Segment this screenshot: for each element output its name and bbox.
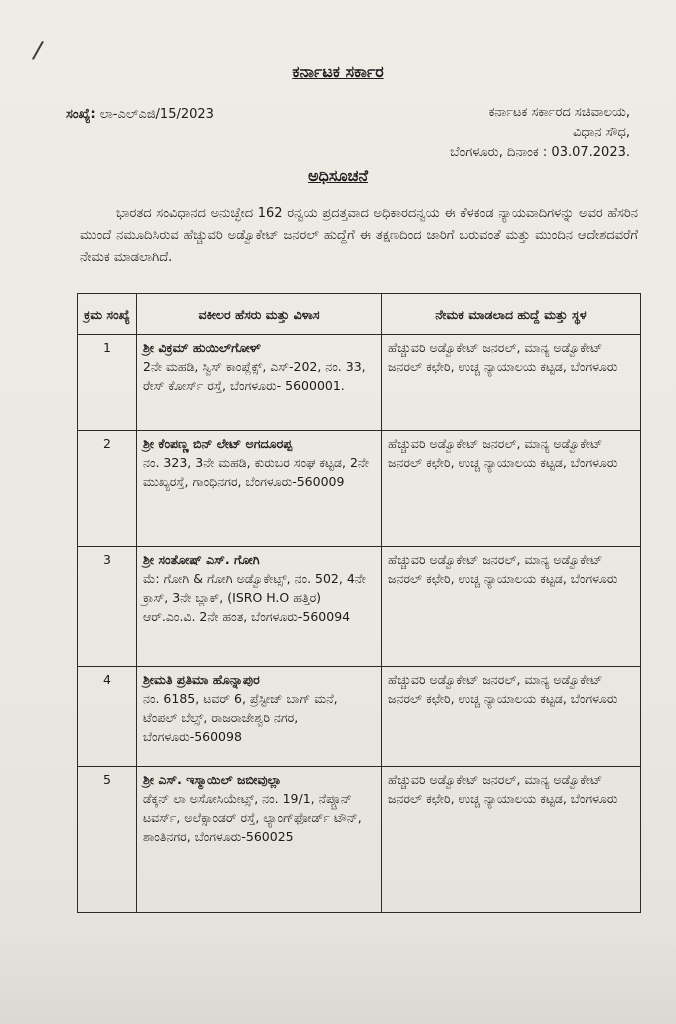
advocate-cell — [137, 431, 382, 547]
advocate-address: ನಂ. 323, 3ನೇ ಮಹಡಿ, ಕುರುಬರ ಸಂಘ ಕಟ್ಟಡ, 2ನೇ ಮುಖ್ಯರಸ್ತೆ, ಗಾಂಧಿನಗರ, ಬೆಂಗಳೂರು-560009 — [143, 455, 369, 489]
post-cell: ಹೆಚ್ಚುವರಿ ಅಡ್ವೊಕೇಟ್ ಜನರಲ್, ಮಾನ್ಯ ಅಡ್ವೊಕೇಟ್ ಜನರಲ್ ಕಛೇರಿ, ಉಚ್ಚ ನ್ಯಾಯಾಲಯ ಕಟ್ಟಡ, ಬೆಂಗಳೂರು — [382, 335, 641, 431]
advocate-name: ಶ್ರೀ ಸಂತೋಷ್ ಎಸ್. ಗೋಗಿ — [143, 552, 260, 567]
header-advocate: ವಕೀಲರ ಹೆಸರು ಮತ್ತು ವಿಳಾಸ — [137, 294, 382, 335]
serial-cell: 2 — [78, 431, 137, 547]
post-cell: ಹೆಚ್ಚುವರಿ ಅಡ್ವೊಕೇಟ್ ಜನರಲ್, ಮಾನ್ಯ ಅಡ್ವೊಕೇಟ್ ಜನರಲ್ ಕಛೇರಿ, ಉಚ್ಚ ನ್ಯಾಯಾಲಯ ಕಟ್ಟಡ, ಬೆಂಗಳೂರು — [382, 667, 641, 767]
table-row — [78, 667, 641, 767]
order-number — [66, 107, 214, 122]
advocate-address: ಮೆ: ಗೋಗಿ & ಗೋಗಿ ಅಡ್ವೊಕೇಟ್ಸ್, ನಂ. 502, 4ನೇ ಕ್ರಾಸ್, 3ನೇ ಬ್ಲಾಕ್, (ISRO H.O ಹತ್ತಿರ) ಆರ್.ಎಂ.ವಿ. 2ನೇ ಹಂತ, ಬೆಂಗಳೂರು-560094 — [143, 571, 366, 624]
issuer-line-2: ವಿಧಾನ ಸೌಧ, — [572, 125, 630, 140]
order-number-label: ಸಂಖ್ಯೆ: — [66, 107, 96, 122]
advocate-cell — [137, 547, 382, 667]
header-post: ನೇಮಕ ಮಾಡಲಾದ ಹುದ್ದೆ ಮತ್ತು ಸ್ಥಳ — [382, 294, 641, 335]
paper-shadow — [0, 930, 676, 1024]
serial-cell: 3 — [78, 547, 137, 667]
government-title: ಕರ್ನಾಟಕ ಸರ್ಕಾರ — [292, 62, 384, 81]
advocate-address: ಡೆಕ್ಕನ್ ಲಾ ಅಸೋಸಿಯೇಟ್ಸ್, ನಂ. 19/1, ನೆಪ್ಚೂನ್ ಟವರ್ಸ್, ಅಲೆಕ್ಸಾಂಡರ್ ರಸ್ತೆ, ಲ್ಯಾಂಗ್‌ಫೋರ್ಡ್ ಟೌನ್, ಶಾಂತಿನಗರ, ಬೆಂಗಳೂರು-560025 — [143, 791, 362, 844]
appointment-table — [77, 293, 641, 913]
header-serial: ಕ್ರಮ ಸಂಖ್ಯೆ — [78, 294, 137, 335]
advocate-cell — [137, 335, 382, 431]
handwritten-mark: / — [31, 35, 45, 65]
serial-cell: 4 — [78, 667, 137, 767]
advocate-name: ಶ್ರೀ ವಿಕ್ರಮ್ ಹುಯಿಲ್‌ಗೋಳ್ — [143, 340, 261, 355]
table-row — [78, 431, 641, 547]
serial-cell: 5 — [78, 767, 137, 913]
table-header-row — [78, 294, 641, 335]
advocate-name: ಶ್ರೀಮತಿ ಪ್ರತಿಮಾ ಹೊನ್ನಾಪುರ — [143, 672, 260, 687]
advocate-cell — [137, 767, 382, 913]
serial-cell: 1 — [78, 335, 137, 431]
table-row — [78, 335, 641, 431]
intro-text: ಭಾರತದ ಸಂವಿಧಾನದ ಅನುಚ್ಛೇದ 162 ರನ್ವಯ ಪ್ರದತ್ತವಾದ ಅಧಿಕಾರದನ್ವಯ ಈ ಕೆಳಕಂಡ ನ್ಯಾಯವಾದಿಗಳನ್ನು ಅವರ ಹೆಸರಿನ ಮುಂದೆ ನಮೂದಿಸಿರುವ ಹೆಚ್ಚುವರಿ ಅಡ್ವೊಕೇಟ್ ಜನರಲ್ ಹುದ್ದೆಗೆ ಈ ತಕ್ಷಣದಿಂದ ಜಾರಿಗೆ ಬರುವಂತೆ ಮತ್ತು ಮುಂದಿನ ಆದೇಶದವರೆಗೆ ನೇಮಕ ಮಾಡಲಾಗಿದೆ. — [80, 206, 638, 265]
post-cell: ಹೆಚ್ಚುವರಿ ಅಡ್ವೊಕೇಟ್ ಜನರಲ್, ಮಾನ್ಯ ಅಡ್ವೊಕೇಟ್ ಜನರಲ್ ಕಛೇರಿ, ಉಚ್ಚ ನ್ಯಾಯಾಲಯ ಕಟ್ಟಡ, ಬೆಂಗಳೂರು — [382, 431, 641, 547]
advocate-address: 2ನೇ ಮಹಡಿ, ಸ್ವಿಸ್ ಕಾಂಪ್ಲೆಕ್ಸ್, ಎಸ್-202, ನಂ. 33, ರೇಸ್ ಕೋರ್ಸ್ ರಸ್ತೆ, ಬೆಂಗಳೂರು- 5600001. — [143, 359, 366, 393]
issuer-date-line: ಬೆಂಗಳೂರು, ದಿನಾಂಕ : 03.07.2023. — [450, 145, 630, 160]
advocate-name: ಶ್ರೀ ಎಸ್. ಇಸ್ಮಾಯಿಲ್ ಜಬೀವುಲ್ಲಾ — [143, 772, 282, 787]
intro-paragraph — [80, 203, 638, 269]
table-row — [78, 547, 641, 667]
post-cell: ಹೆಚ್ಚುವರಿ ಅಡ್ವೊಕೇಟ್ ಜನರಲ್, ಮಾನ್ಯ ಅಡ್ವೊಕೇಟ್ ಜನರಲ್ ಕಛೇರಿ, ಉಚ್ಚ ನ್ಯಾಯಾಲಯ ಕಟ್ಟಡ, ಬೆಂಗಳೂರು — [382, 767, 641, 913]
advocate-name: ಶ್ರೀ ಕೆಂಪಣ್ಣ ಬಿನ್ ಲೇಟ್ ಅಗದೂರಪ್ಪ — [143, 436, 293, 451]
notification-title: ಅಧಿಸೂಚನೆ — [307, 166, 369, 185]
issuer-block — [450, 103, 630, 163]
issuer-line-1: ಕರ್ನಾಟಕ ಸರ್ಕಾರದ ಸಚಿವಾಲಯ, — [488, 105, 630, 120]
table-row — [78, 767, 641, 913]
advocate-address: ನಂ. 6185, ಟವರ್ 6, ಪ್ರೆಸ್ಟೀಜ್ ಬಾಗ್ ಮನೆ, ಟೆಂಪಲ್ ಬೆಲ್ಸ್, ರಾಜರಾಜೇಶ್ವರಿ ನಗರ, ಬೆಂಗಳೂರು-560098 — [143, 691, 338, 744]
advocate-cell — [137, 667, 382, 767]
order-number-value: ಲಾ-ಎಲ್ಎಜಿ/15/2023 — [99, 107, 214, 122]
post-cell: ಹೆಚ್ಚುವರಿ ಅಡ್ವೊಕೇಟ್ ಜನರಲ್, ಮಾನ್ಯ ಅಡ್ವೊಕೇಟ್ ಜನರಲ್ ಕಛೇರಿ, ಉಚ್ಚ ನ್ಯಾಯಾಲಯ ಕಟ್ಟಡ, ಬೆಂಗಳೂರು — [382, 547, 641, 667]
